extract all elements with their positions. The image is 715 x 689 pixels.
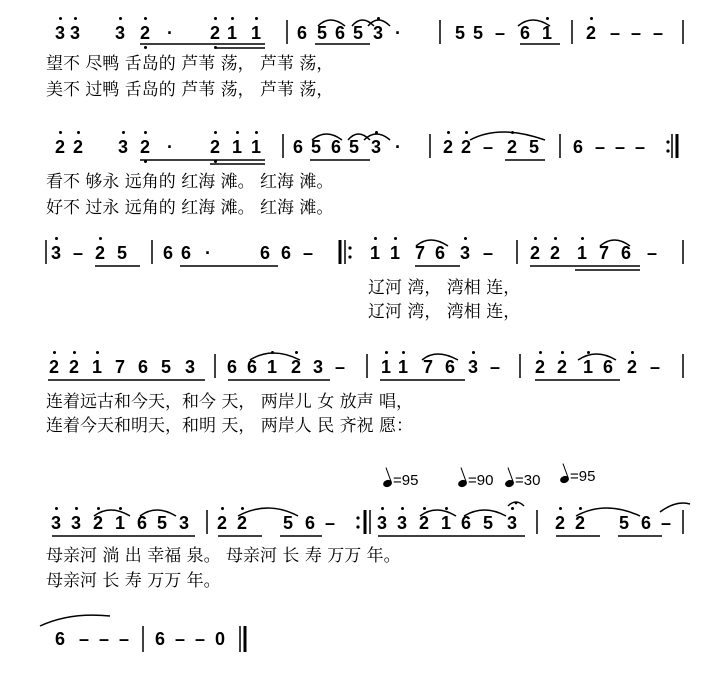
octave-dot-above xyxy=(255,131,258,134)
note: 2 xyxy=(216,513,227,533)
note: 6 xyxy=(54,629,65,649)
note: · xyxy=(167,23,173,43)
lyric-line: 连着远古和今天，和今 天， 两岸儿 女 放声 唱， xyxy=(46,392,414,412)
note: 2 xyxy=(54,137,65,157)
lyric-line: 辽河 湾， 湾相 连， xyxy=(368,278,521,298)
note: 2 xyxy=(290,357,301,377)
note: 1 xyxy=(582,357,593,377)
octave-dot-above xyxy=(534,237,537,240)
octave-dot-above xyxy=(119,507,122,510)
note: · xyxy=(395,137,401,157)
octave-dot-above xyxy=(144,17,147,20)
octave-dot-above xyxy=(581,237,584,240)
octave-dot-above xyxy=(554,237,557,240)
note: – xyxy=(630,23,641,43)
note: 3 xyxy=(69,23,80,43)
note: – xyxy=(594,137,605,157)
tempo-mark-4 xyxy=(560,468,595,485)
note: 6 xyxy=(259,243,270,263)
note: 6 xyxy=(154,629,165,649)
octave-dot-below xyxy=(214,160,217,163)
note: 6 xyxy=(572,137,583,157)
note: 1 xyxy=(231,137,242,157)
note: 3 xyxy=(467,357,478,377)
note: 2 xyxy=(236,513,247,533)
note: 6 xyxy=(620,243,631,263)
note: 5 xyxy=(352,23,363,43)
note: 5 xyxy=(348,137,359,157)
note: 7 xyxy=(598,243,609,263)
lyrics-row-4-verse-2 xyxy=(0,416,715,436)
note: – xyxy=(609,23,620,43)
note: 2 xyxy=(68,357,79,377)
note: 2 xyxy=(556,357,567,377)
lyric-line: 母亲河 长 寿 万万 年。 xyxy=(46,571,221,591)
lyrics-row-3-verse-1 xyxy=(0,278,715,298)
octave-dot-above xyxy=(241,507,244,510)
note: 2 xyxy=(554,513,565,533)
note: 3 xyxy=(370,137,381,157)
octave-dot-above xyxy=(401,507,404,510)
note: 6 xyxy=(280,243,291,263)
note: – xyxy=(302,243,313,263)
note: 1 xyxy=(91,357,102,377)
octave-dot-above xyxy=(221,507,224,510)
note: 2 xyxy=(585,23,596,43)
note: – xyxy=(652,23,663,43)
note: 1 xyxy=(440,513,451,533)
lyrics-row-2-verse-1 xyxy=(0,172,715,192)
note: 0 xyxy=(214,629,225,649)
note: 6 xyxy=(137,357,148,377)
note: 6 xyxy=(296,23,307,43)
octave-dot-above xyxy=(59,17,62,20)
note: 5 xyxy=(528,137,539,157)
note: – xyxy=(174,629,185,649)
note: 6 xyxy=(460,513,471,533)
octave-dot-above xyxy=(55,507,58,510)
quarter-note-icon xyxy=(382,479,393,489)
octave-dot-above xyxy=(631,351,634,354)
note: – xyxy=(72,243,83,263)
note: 2 xyxy=(72,137,83,157)
note: 6 xyxy=(304,513,315,533)
note: 3 xyxy=(70,513,81,533)
octave-dot-above xyxy=(385,351,388,354)
note: 2 xyxy=(626,357,637,377)
note: – xyxy=(660,513,671,533)
octave-dot-below xyxy=(214,46,217,49)
octave-dot-above xyxy=(579,507,582,510)
note: – xyxy=(324,513,335,533)
note: 1 xyxy=(114,513,125,533)
octave-dot-above xyxy=(77,131,80,134)
note: 1 xyxy=(369,243,380,263)
quarter-note-icon xyxy=(457,479,468,489)
note: – xyxy=(482,137,493,157)
octave-dot-above xyxy=(99,237,102,240)
note: – xyxy=(482,243,493,263)
notation-row-6 xyxy=(0,628,715,658)
octave-dot-above xyxy=(539,351,542,354)
note: 2 xyxy=(442,137,453,157)
note: 5 xyxy=(116,243,127,263)
note: 5 xyxy=(482,513,493,533)
note: – xyxy=(614,137,625,157)
notation-row-2 xyxy=(0,136,715,166)
note: 5 xyxy=(156,513,167,533)
note: 2 xyxy=(549,243,560,263)
lyric-line: 连着今天和明天，和明 天， 两岸人 民 齐祝 愿： xyxy=(46,416,414,436)
note: 2 xyxy=(574,513,585,533)
quarter-note-icon xyxy=(504,479,515,489)
note: 6 xyxy=(180,243,191,263)
octave-dot-above xyxy=(423,507,426,510)
note: 2 xyxy=(48,357,59,377)
octave-dot-above xyxy=(236,131,239,134)
note: 2 xyxy=(92,513,103,533)
note: 1 xyxy=(250,23,261,43)
octave-dot-above xyxy=(472,351,475,354)
note: 5 xyxy=(282,513,293,533)
notation-row-3 xyxy=(0,242,715,272)
lyrics-row-5-verse-2 xyxy=(0,571,715,591)
note: 6 xyxy=(292,137,303,157)
lyric-line: 望不 尽鸭 舌岛的 芦苇 荡， 芦苇 荡， xyxy=(46,54,334,74)
tempo-value: =30 xyxy=(515,472,541,489)
note: 1 xyxy=(397,357,408,377)
quarter-note-icon xyxy=(559,475,570,485)
note: 3 xyxy=(506,513,517,533)
note: 6 xyxy=(162,243,173,263)
octave-dot-above xyxy=(394,237,397,240)
note: 6 xyxy=(640,513,651,533)
note: 3 xyxy=(178,513,189,533)
note: – xyxy=(646,243,657,263)
note: · xyxy=(167,137,173,157)
note: 6 xyxy=(330,137,341,157)
octave-dot-above xyxy=(402,351,405,354)
octave-dot-above xyxy=(119,17,122,20)
octave-dot-above xyxy=(511,507,514,510)
note: – xyxy=(194,629,205,649)
note: – xyxy=(118,629,129,649)
tempo-mark-2 xyxy=(458,472,493,489)
note: – xyxy=(494,23,505,43)
note: 2 xyxy=(139,137,150,157)
notation-row-4 xyxy=(0,356,715,386)
note: – xyxy=(78,629,89,649)
note: 1 xyxy=(226,23,237,43)
octave-dot-above xyxy=(74,17,77,20)
octave-dot-above xyxy=(96,351,99,354)
note: 3 xyxy=(54,23,65,43)
lyrics-row-1-verse-2 xyxy=(0,80,715,100)
octave-dot-above xyxy=(445,507,448,510)
note: – xyxy=(649,357,660,377)
octave-dot-above xyxy=(255,17,258,20)
octave-dot-above xyxy=(511,131,514,134)
octave-dot-above xyxy=(214,17,217,20)
note: 5 xyxy=(454,23,465,43)
note: 2 xyxy=(529,243,540,263)
note: 1 xyxy=(250,137,261,157)
note: 2 xyxy=(94,243,105,263)
octave-dot-below xyxy=(144,160,147,163)
note: – xyxy=(334,357,345,377)
note: 2 xyxy=(506,137,517,157)
octave-dot-above xyxy=(546,17,549,20)
octave-dot-above xyxy=(464,237,467,240)
octave-dot-above xyxy=(561,351,564,354)
note: · xyxy=(395,23,401,43)
octave-dot-above xyxy=(374,237,377,240)
note: 2 xyxy=(209,23,220,43)
lyric-line: 好不 过永 远角的 红海 滩。 红海 滩。 xyxy=(46,198,334,218)
notation-row-1 xyxy=(0,22,715,52)
notation-row-5 xyxy=(0,512,715,542)
note: 6 xyxy=(334,23,345,43)
note: 3 xyxy=(117,137,128,157)
lyrics-row-3-verse-2 xyxy=(0,302,715,322)
lyric-line: 看不 够永 远角的 红海 滩。 红海 滩。 xyxy=(46,172,334,192)
octave-dot-above xyxy=(55,237,58,240)
tempo-mark-1 xyxy=(383,472,418,489)
octave-dot-above xyxy=(590,17,593,20)
note: 2 xyxy=(418,513,429,533)
octave-dot-above xyxy=(214,131,217,134)
note: – xyxy=(98,629,109,649)
note: 5 xyxy=(160,357,171,377)
note: 5 xyxy=(472,23,483,43)
note: 6 xyxy=(136,513,147,533)
note: 5 xyxy=(316,23,327,43)
octave-dot-above xyxy=(375,131,378,134)
octave-dot-above xyxy=(587,351,590,354)
octave-dot-above xyxy=(75,507,78,510)
octave-dot-above xyxy=(271,351,274,354)
tempo-mark-3 xyxy=(505,472,540,489)
lyrics-row-2-verse-2 xyxy=(0,198,715,218)
note: 6 xyxy=(226,357,237,377)
note: 6 xyxy=(434,243,445,263)
octave-dot-above xyxy=(377,17,380,20)
lyrics-row-4-verse-1 xyxy=(0,392,715,412)
octave-dot-above xyxy=(59,131,62,134)
note: 6 xyxy=(246,357,257,377)
note: 3 xyxy=(184,357,195,377)
note: 3 xyxy=(50,243,61,263)
note: – xyxy=(489,357,500,377)
octave-dot-above xyxy=(295,351,298,354)
note: 3 xyxy=(376,513,387,533)
tempo-value: =95 xyxy=(393,472,419,489)
note: 3 xyxy=(372,23,383,43)
octave-dot-above xyxy=(144,131,147,134)
note: 1 xyxy=(380,357,391,377)
note: · xyxy=(205,243,211,263)
lyrics-row-1-verse-1 xyxy=(0,54,715,74)
lyric-line: 母亲河 淌 出 幸福 泉。 母亲河 长 寿 万万 年。 xyxy=(46,546,401,566)
note: 2 xyxy=(139,23,150,43)
note: 6 xyxy=(519,23,530,43)
note: 2 xyxy=(534,357,545,377)
note: 2 xyxy=(460,137,471,157)
octave-dot-below xyxy=(144,46,147,49)
octave-dot-above xyxy=(381,507,384,510)
tempo-value: =95 xyxy=(570,468,596,485)
note: 5 xyxy=(618,513,629,533)
note: 2 xyxy=(209,137,220,157)
note: 3 xyxy=(312,357,323,377)
lyric-line: 美不 过鸭 舌岛的 芦苇 荡， 芦苇 荡， xyxy=(46,80,334,100)
note: 6 xyxy=(602,357,613,377)
note: 3 xyxy=(50,513,61,533)
lyrics-row-5-verse-1 xyxy=(0,546,715,566)
octave-dot-above xyxy=(559,507,562,510)
octave-dot-above xyxy=(231,17,234,20)
octave-dot-above xyxy=(53,351,56,354)
note: – xyxy=(634,137,645,157)
note: 1 xyxy=(266,357,277,377)
note: 3 xyxy=(396,513,407,533)
note: 7 xyxy=(422,357,433,377)
octave-dot-above xyxy=(447,131,450,134)
tempo-value: =90 xyxy=(468,472,494,489)
note: 1 xyxy=(576,243,587,263)
note: 6 xyxy=(444,357,455,377)
note: 5 xyxy=(310,137,321,157)
note: 7 xyxy=(414,243,425,263)
note: 3 xyxy=(114,23,125,43)
octave-dot-above xyxy=(465,131,468,134)
note: 3 xyxy=(459,243,470,263)
octave-dot-above xyxy=(97,507,100,510)
lyric-line: 辽河 湾， 湾相 连， xyxy=(368,302,521,322)
note: 7 xyxy=(114,357,125,377)
octave-dot-above xyxy=(122,131,125,134)
note: 1 xyxy=(389,243,400,263)
note: 1 xyxy=(541,23,552,43)
octave-dot-above xyxy=(73,351,76,354)
